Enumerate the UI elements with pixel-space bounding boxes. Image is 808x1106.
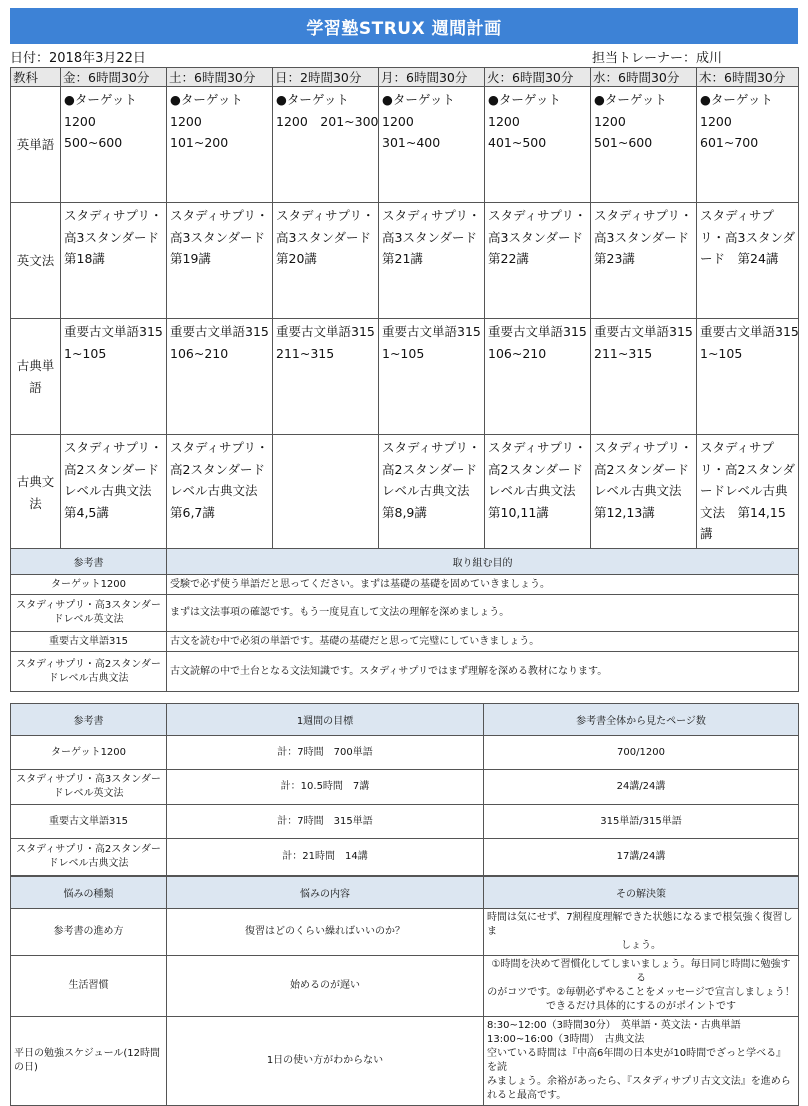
schedule-cell: 重要古文単語315 211~315 xyxy=(591,319,697,435)
goal-header: 1週間の目標 xyxy=(167,704,484,736)
goals-row xyxy=(11,770,799,805)
content-cell: 1日の使い方がわからない xyxy=(167,1017,484,1106)
schedule-cell: スタディサプリ・高2スタンダードレベル古典文法 第12,13講 xyxy=(591,435,697,551)
schedule-cell: 重要古文単語315 106~210 xyxy=(485,319,591,435)
subject-cell: 英文法 xyxy=(11,203,61,319)
schedule-cell: スタディサプリ・高2スタンダードレベル古典文法 第4,5講 xyxy=(61,435,167,551)
purpose-table xyxy=(10,548,799,692)
type-cell: 生活習慣 xyxy=(11,956,167,1017)
schedule-cell: ●ターゲット 1200 401~500 xyxy=(485,87,591,203)
solution-cell: ①時間を決めて習慣化してしまいましょう。毎日同じ時間に勉強する のがコツです。②毎朝必ずやることをメッセージで宣言しましょう！ できるだけ具体的にするのがポイントです xyxy=(484,956,799,1017)
pages-cell: 700/1200 xyxy=(484,736,799,770)
book-cell: スタディサプリ・高3スタンダー ドレベル英文法 xyxy=(11,770,167,805)
day-header: 土：6時間30分 xyxy=(167,68,273,87)
troubles-table xyxy=(10,876,799,1106)
purpose-cell: まずは文法事項の確認です。もう一度見直して文法の理解を深めましょう。 xyxy=(167,595,799,632)
day-header: 火：6時間30分 xyxy=(485,68,591,87)
subject-cell: 古典単 語 xyxy=(11,319,61,435)
day-header: 木：6時間30分 xyxy=(697,68,799,87)
schedule-cell: 重要古文単語315 211~315 xyxy=(273,319,379,435)
schedule-cell: ●ターゲット 1200 301~400 xyxy=(379,87,485,203)
day-header: 日：2時間30分 xyxy=(273,68,379,87)
pages-cell: 17講/24講 xyxy=(484,839,799,876)
schedule-cell: 重要古文単語315 1~105 xyxy=(697,319,799,435)
goal-cell: 計：7時間 700単語 xyxy=(167,736,484,770)
schedule-row-eitango xyxy=(11,87,799,203)
day-header: 金：6時間30分 xyxy=(61,68,167,87)
goals-row xyxy=(11,736,799,770)
purpose-header-row xyxy=(11,549,799,575)
subject-header: 教科 xyxy=(11,68,61,87)
weekly-schedule-table xyxy=(10,67,799,551)
schedule-cell: ●ターゲット 1200 201~300 xyxy=(273,87,379,203)
content-cell: 始めるのが遅い xyxy=(167,956,484,1017)
goal-cell: 計：7時間 315単語 xyxy=(167,805,484,839)
schedule-cell: スタディサプリ・高2スタンダードレベル古典文法 第6,7講 xyxy=(167,435,273,551)
type-cell: 平日の勉強スケジュール(12時間 の日) xyxy=(11,1017,167,1106)
schedule-cell: ●ターゲット 1200 500~600 xyxy=(61,87,167,203)
type-cell: 参考書の進め方 xyxy=(11,909,167,956)
pages-cell: 24講/24講 xyxy=(484,770,799,805)
schedule-cell xyxy=(273,435,379,551)
purpose-header: 取り組む目的 xyxy=(167,549,799,575)
book-header: 参考書 xyxy=(11,549,167,575)
pages-cell: 315単語/315単語 xyxy=(484,805,799,839)
schedule-cell: 重要古文単語315 1~105 xyxy=(61,319,167,435)
schedule-cell: ●ターゲット 1200 101~200 xyxy=(167,87,273,203)
schedule-cell: 重要古文単語315 1~105 xyxy=(379,319,485,435)
schedule-cell: スタディサプリ・高3スタンダード 第20講 xyxy=(273,203,379,319)
purpose-cell: 古文読解の中で土台となる文法知識です。スタディサプリではまず理解を深める教材になります。 xyxy=(167,652,799,692)
book-cell: スタディサプリ・高2スタンダー ドレベル古典文法 xyxy=(11,839,167,876)
purpose-row xyxy=(11,575,799,595)
purpose-cell: 受験で必ず使う単語だと思ってください。まずは基礎の基礎を固めていきましょう。 xyxy=(167,575,799,595)
schedule-cell: スタディサプリ・高3スタンダード 第21講 xyxy=(379,203,485,319)
goal-cell: 計：10.5時間 7講 xyxy=(167,770,484,805)
content-header: 悩みの内容 xyxy=(167,877,484,909)
book-cell: 重要古文単語315 xyxy=(11,805,167,839)
purpose-row xyxy=(11,652,799,692)
meta-row xyxy=(10,47,798,65)
purpose-cell: 古文を読む中で必須の単語です。基礎の基礎だと思って完璧にしていきましょう。 xyxy=(167,632,799,652)
book-cell: 重要古文単語315 xyxy=(11,632,167,652)
troubles-row xyxy=(11,1017,799,1106)
schedule-cell: スタディサプリ・高3スタンダード 第19講 xyxy=(167,203,273,319)
schedule-row-koten-bunpo xyxy=(11,435,799,551)
schedule-row-eibunpo xyxy=(11,203,799,319)
day-header: 月：6時間30分 xyxy=(379,68,485,87)
schedule-cell: スタディサプリ・高3スタンダード 第22講 xyxy=(485,203,591,319)
type-header: 悩みの種類 xyxy=(11,877,167,909)
goals-header-row xyxy=(11,704,799,736)
solution-cell: 時間は気にせず、7割程度理解できた状態になるまで根気強く復習しま しょう。 xyxy=(484,909,799,956)
trainer-label: 担当トレーナー：成川 xyxy=(592,51,723,66)
schedule-cell: スタディサプリ・高2スタンダードレベル古典文法 第10,11講 xyxy=(485,435,591,551)
date-label: 日付：2018年3月22日 xyxy=(10,51,146,66)
schedule-cell: スタディサプリ・高3スタンダード 第23講 xyxy=(591,203,697,319)
purpose-row xyxy=(11,595,799,632)
solution-header: その解決策 xyxy=(484,877,799,909)
content-cell: 復習はどのくらい繰ればいいのか？ xyxy=(167,909,484,956)
schedule-cell: ●ターゲット 1200 501~600 xyxy=(591,87,697,203)
page-title: 学習塾STRUX 週間計画 xyxy=(10,8,798,44)
purpose-row xyxy=(11,632,799,652)
schedule-cell: スタディサプリ・高2スタンダードレベル古典文法 第8,9講 xyxy=(379,435,485,551)
troubles-row xyxy=(11,909,799,956)
subject-cell: 英単語 xyxy=(11,87,61,203)
book-cell: スタディサプリ・高2スタンダー ドレベル古典文法 xyxy=(11,652,167,692)
goals-table xyxy=(10,703,799,876)
schedule-cell: スタディサプリ・高3スタンダード 第18講 xyxy=(61,203,167,319)
troubles-row xyxy=(11,956,799,1017)
book-cell: ターゲット1200 xyxy=(11,575,167,595)
book-cell: スタディサプリ・高3スタンダー ドレベル英文法 xyxy=(11,595,167,632)
schedule-cell: ●ターゲット 1200 601~700 xyxy=(697,87,799,203)
pages-header: 参考書全体から見たページ数 xyxy=(484,704,799,736)
schedule-header-row xyxy=(11,68,799,87)
schedule-cell: スタディサプリ・高2スタンダードレベル古典文法 第14,15講 xyxy=(697,435,799,551)
solution-cell: 8:30~12:00（3時間30分） 英単語・英文法・古典単語 13:00~16:00（3時間） 古典文法 空いている時間は『中高6年間の日本史が10時間でざっと学べる』を読 みましょう。余裕があったら、『スタディサプリ古文文法』を進めら れると最高です。 xyxy=(484,1017,799,1106)
subject-cell: 古典文 法 xyxy=(11,435,61,551)
book-header: 参考書 xyxy=(11,704,167,736)
schedule-row-koten-tango xyxy=(11,319,799,435)
goal-cell: 計：21時間 14講 xyxy=(167,839,484,876)
goals-row xyxy=(11,839,799,876)
book-cell: ターゲット1200 xyxy=(11,736,167,770)
troubles-header-row xyxy=(11,877,799,909)
day-header: 水：6時間30分 xyxy=(591,68,697,87)
schedule-cell: 重要古文単語315 106~210 xyxy=(167,319,273,435)
goals-row xyxy=(11,805,799,839)
schedule-cell: スタディサプリ・高3スタンダード 第24講 xyxy=(697,203,799,319)
